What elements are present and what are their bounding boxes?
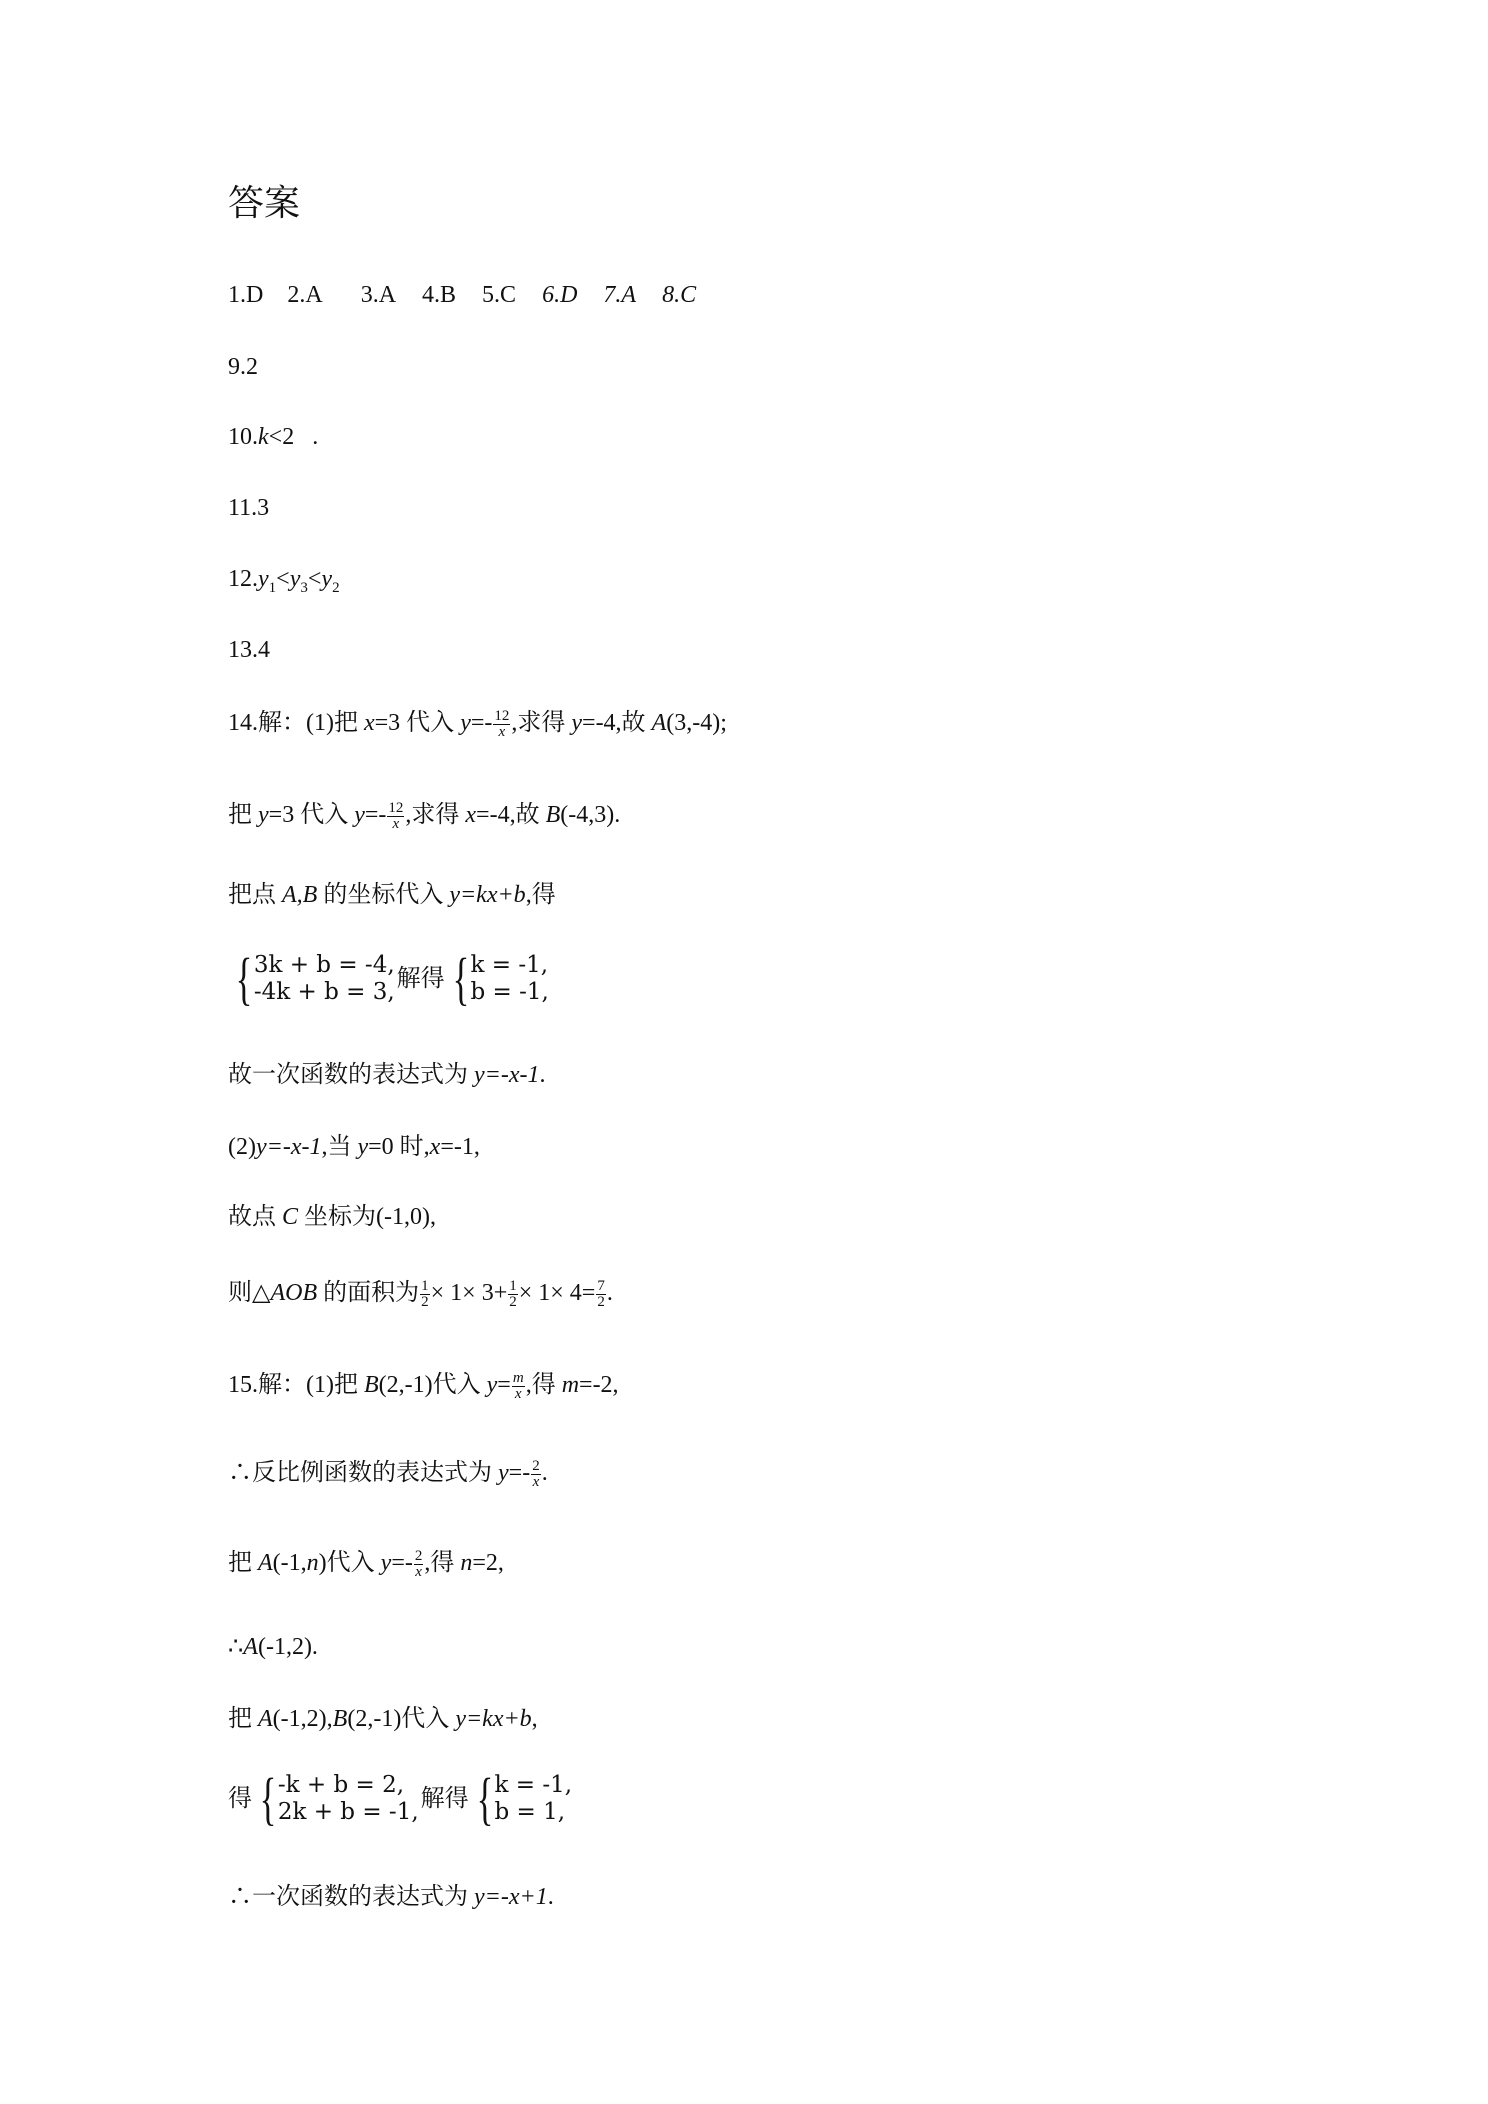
answer-10: 10.k<2 . <box>228 424 319 450</box>
q15-line-4: ∴A(-1,2). <box>228 1634 318 1660</box>
answer-2: 2.A <box>287 282 323 308</box>
answer-12: $12.y_1<y_3<y_2$ <box>228 566 340 596</box>
fraction: $\frac{2}{x}$ <box>414 1547 423 1580</box>
q15-line-1: 15.解：(1)把 B(2,-1)代入 y= $\frac{m}{x}$ ,得 m=-2, <box>228 1369 619 1402</box>
answer-3: 3.A <box>360 282 397 308</box>
q14-line-3: 把点 A,B 的坐标代入 y=kx+b,得 <box>228 882 556 908</box>
q15-line-6: 得 { -k + b = 2, 2k + b = -1, 解得 { k = -1, b = 1, <box>228 1766 573 1831</box>
fraction: $\frac{2}{x}$ <box>532 1457 540 1490</box>
q14-line-2: 把 y=3 代入 y=- $\frac{12}{x}$ ,求得 x=-4,故 B(-4,3). <box>228 799 621 832</box>
q14-line-6: (2)y=-x-1,当 y=0 时,x=-1, <box>228 1134 480 1160</box>
q15-line-5: 把 A(-1,2),B(2,-1)代入 y=kx+b, <box>228 1706 538 1732</box>
q14-line-8: 则△AOB 的面积为 $\frac{1}{2}$ × 1× 3+ $\frac{1}{2}$ × 1× 4= $\frac{7}{2}$ . <box>228 1277 613 1310</box>
q15-line-2: ∴反比例函数的表达式为 y=- $\frac{2}{x}$ . <box>228 1457 548 1490</box>
fraction: $\frac{12}{x}$ <box>494 707 510 740</box>
answer-13: 13.4 <box>228 637 270 663</box>
fraction: $\frac{12}{x}$ <box>388 799 404 832</box>
answer-8: 8.C <box>662 282 697 308</box>
answer-5: 5.C <box>482 282 517 308</box>
equation-system: { 3k + b = -4, -4k + b = 3, <box>235 946 395 1011</box>
choice-answers <box>228 280 696 310</box>
q14-line-5: 故一次函数的表达式为 y=-x-1. <box>228 1062 546 1088</box>
answer-1: 1.D <box>228 282 264 308</box>
answer-7: 7.A <box>603 282 637 308</box>
answer-4: 4.B <box>422 282 457 308</box>
equation-system: { -k + b = 2, 2k + b = -1, <box>259 1766 419 1831</box>
fraction: $\frac{7}{2}$ <box>597 1277 605 1310</box>
solution-system: { k = -1, b = -1, <box>452 946 549 1011</box>
q14-line-7: 故点 C 坐标为(-1,0), <box>228 1204 436 1230</box>
fraction: $\frac{1}{2}$ <box>421 1277 429 1310</box>
q15-line-3: 把 A(-1,n)代入 y=- $\frac{2}{x}$ ,得 n=2, <box>228 1547 504 1580</box>
solution-system: { k = -1, b = 1, <box>476 1766 573 1831</box>
fraction: $\frac{1}{2}$ <box>509 1277 517 1310</box>
answer-6: 6.D <box>542 282 578 308</box>
q14-line-1: 14.解：(1)把 x=3 代入 y=- $\frac{12}{x}$ ,求得 y=-4,故 A(3,-4); <box>228 707 727 740</box>
q15-line-7: ∴一次函数的表达式为 y=-x+1. <box>228 1884 554 1910</box>
page-title: 答案 <box>228 183 301 224</box>
answer-11: 11.3 <box>228 495 270 521</box>
q14-line-4: { 3k + b = -4, -4k + b = 3, 解得 { k = -1, b = -1, <box>228 950 551 1008</box>
answer-9: 9.2 <box>228 354 258 380</box>
fraction: $\frac{m}{x}$ <box>512 1369 524 1402</box>
